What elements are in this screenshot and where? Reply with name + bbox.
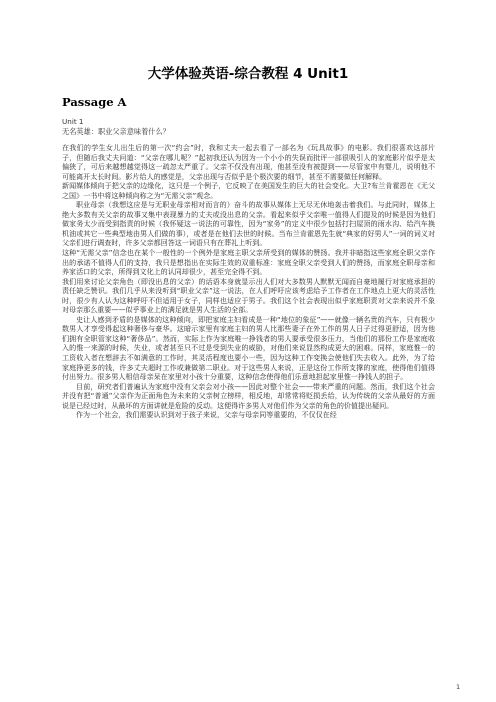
passage-heading: Passage A: [62, 95, 127, 109]
unit-label: Unit 1: [62, 117, 84, 126]
document-title: 大学体验英语-综合教程 4 Unit1: [147, 66, 349, 82]
body-paragraph: 我们用来讨论父亲角色（即没出息的父亲）的话语本身就显示出人们对大多数男人默默无闻而自豪地履行对家庭承担的责任缺乏赞识。我们几乎从来没听到“职业父亲”这一说法，在人们呼吁应该考虑给予工作者在工作地点上更大的灵活性时，很少有人认为这种呼吁不但适用于女子，同样也适应于男子。我们这个社会表现出似乎家庭职责对父亲来说并不象对母亲那么重要——似乎事业上的满足就是男人生活的全部。: [62, 276, 435, 315]
body-paragraph: 目前，研究者们普遍认为家庭中没有父亲会对小孩——因此对整个社会——带来严重的问题。然而，我们这个社会并没有把“普通”父亲作为正面角色为未来的父亲树立榜样，相反地，却常常将贬损丢给，认为传统的父亲从最好的方面说是已经过时，从最坏的方面讲就是危险的反动。这便得许多男人对他们作为父亲的角色的价值提出疑问。: [62, 381, 435, 410]
body-paragraph: 这种“无需父亲”信念也在某个一般性的一个例外是家庭主职父亲所受到的媒体的赞扬。我并非暗指这些家庭全职父亲作出的承诺不值得人们的支持，我只是想指出在实际生效的双重标准：家庭全职父亲受到人们的赞扬，而家庭全职母亲和养家活口的父亲，所得到文化上的认同却很少，甚至完全得不到。: [62, 248, 435, 277]
body-paragraph: 在我们的学生女儿出生后的第一次“约会”时，我和丈夫一起去看了一部名为《玩具故事》的电影。我们很喜欢这部片子，但随后我丈夫问道：“父亲在哪儿呢？”起初我还认为因为一个小小的失误而批评一部很吸引人的家庭影片似乎是太偏狭了，可后来越想越觉得这一疏忽太严重了。父亲不仅没有出现，他甚至没有被提到——尽管家中有婴儿，说明他不可能离开太长时间。影片给人的感觉是，父亲出现与否似乎是个极次要的细节，甚至不需要做任何解释。: [62, 143, 435, 181]
body-paragraph: 职业母亲（我想这应是与无职业母亲相对而言的）奋斗的故事从媒体上无尽无休地轰击着我们。与此同时，媒体上绝大多数有关父亲的故事又集中表现暴力的丈夫或没出息的父亲。看起来似乎父亲唯一值得人们提及的时候是因为他们做家务太少而受到指责的时候（我怀疑这一说法的可靠性，因为“家务”的定义中很少包括打扫屋顶的雨水沟、给汽车换机油或其它一些典型地由男人们做的事），或者是在他们去世的时候。当布兰肯霍恩先生就“典家的好男人”一词的词义对父亲们进行调查时，许多父亲都回答这一词语只有在葬礼上听到。: [62, 200, 435, 248]
body-paragraph: 作为一个社会，我们需要认识到对于孩子来说，父亲与母亲同等重要的，不仅仅在经: [76, 410, 337, 420]
article-body: [62, 143, 435, 420]
body-paragraph: 史让人感到矛盾的是媒体的这种倾向，即把家庭主妇看成是一种“地位的象征”——就像一辆名贵的汽车，只有极少数男人才享受得起这种奢侈与豪华。这暗示家里有家庭主妇的男人比那些妻子在外工作的男人日子过得更舒适，因为他们拥有全职管家这种“奢侈品”。然而，实际上作为家庭唯一挣钱者的男人要承受很多压力，当他们的那份工作是家庭收入的惟一来源的时候，失业，或者甚至只不过是受到失业的威胁，对他们来说显然构成更大的困难。同样，家庭惟一的工资收入者在想辞去不如满意的工作时，其灵活程度也要小一些，因为这种工作变换会使他们失去收入。此外，为了给家庭挣更多的钱，许多丈夫超时工作或兼做第二职业。对于这些男人来说，正是这份工作所支撑的家庭，使得他们值得付出努力。很多男人相信母亲呆在家里对小孩十分重要，这种信念使得他们乐意地担起家里惟一挣钱人的担子。: [62, 314, 435, 382]
unit-subtitle: 无名英雄：职业父亲意味着什么？: [62, 127, 170, 136]
body-paragraph: 新闻媒体倾向于把父亲的边缘化，这只是一个例子，它反映了在美国发生的巨大的社会变化。大卫?布兰肯霍恩在《无父之国》一书中将这种倾向称之为“无需父亲”观念。: [62, 181, 435, 200]
page-number: 1: [456, 683, 461, 691]
